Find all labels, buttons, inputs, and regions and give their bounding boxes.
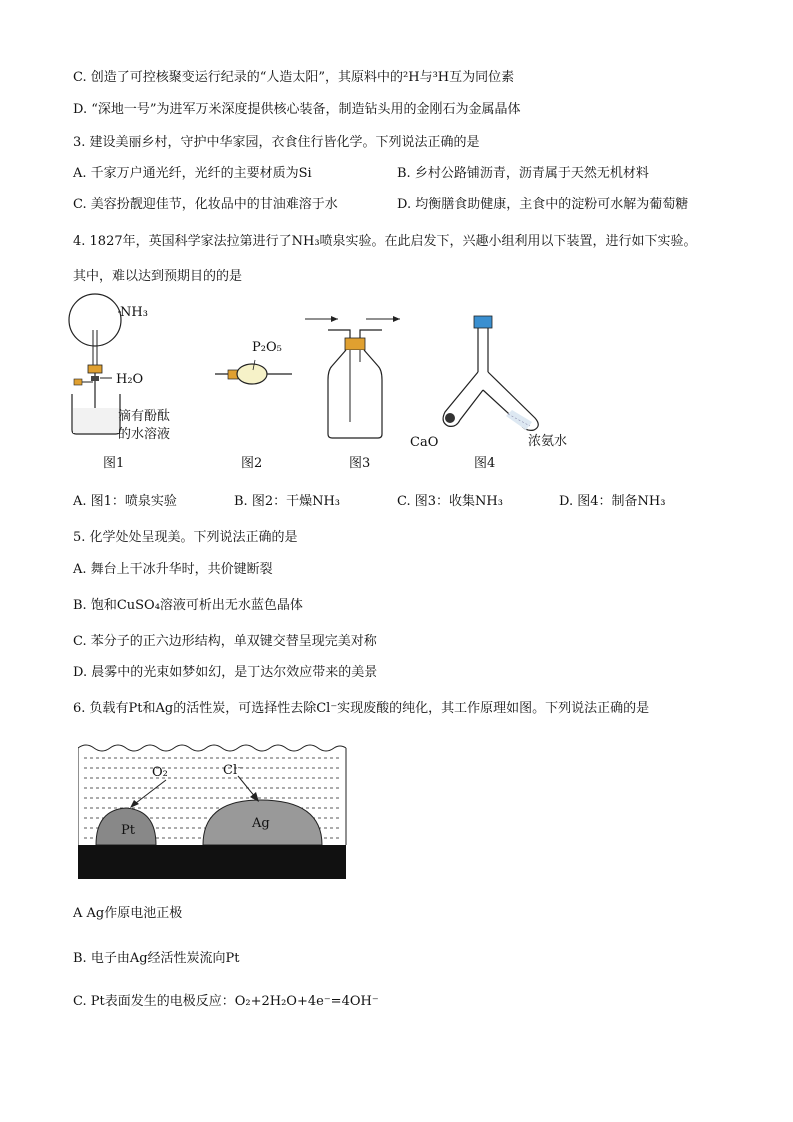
q3-option-c: C. 美容扮靓迎佳节，化妆品中的甘油难溶于水 <box>73 197 338 212</box>
fig1-fountain-apparatus <box>69 294 121 434</box>
q3-option-a: A. 千家万户通光纤，光纤的主要材质为Si <box>73 166 312 181</box>
fig4-y-tube <box>443 316 538 430</box>
fig1-solution-label-1: 滴有酚酞 <box>118 409 171 424</box>
q4-option-a: A. 图1：喷泉实验 <box>73 494 177 509</box>
q6-option-b: B. 电子由Ag经活性炭流向Pt <box>73 951 240 966</box>
q6-chloride-label: Cl⁻ <box>223 763 244 778</box>
q6-ag-label: Ag <box>252 816 270 831</box>
q5-option-a: A. 舞台上干冰升华时，共价键断裂 <box>73 562 273 577</box>
q6-option-a: A Ag作原电池正极 <box>73 906 183 921</box>
fig2-reagent-label: P₂O₅ <box>252 340 282 355</box>
fig2-caption: 图2 <box>241 456 263 471</box>
fig3-caption: 图3 <box>349 456 371 471</box>
q5-stem: 5. 化学处处呈现美。下列说法正确的是 <box>73 530 298 545</box>
q6-electrode-diagram <box>78 740 348 880</box>
fig1-water-label: H₂O <box>116 372 144 387</box>
q5-option-c: C. 苯分子的正六边形结构，单双键交替呈现完美对称 <box>73 634 377 649</box>
q2-option-c: C. 创造了可控核聚变运行纪录的“人造太阳”，其原料中的²H与³H互为同位素 <box>73 70 515 85</box>
q2-option-d: D. “深地一号”为进军万米深度提供核心装备，制造钻头用的金刚石为金属晶体 <box>73 102 521 117</box>
q4-stem-line1: 4. 1827年，英国科学家法拉第进行了NH₃喷泉实验。在此启发下，兴趣小组利用以下装置，进行如下实验。 <box>73 234 697 249</box>
fig2-drying-tube <box>215 360 292 384</box>
fig4-left-label: CaO <box>410 435 439 450</box>
q4-apparatus-figures <box>60 290 660 470</box>
fig1-solution-label-2: 的水溶液 <box>118 427 171 442</box>
q3-stem: 3. 建设美丽乡村，守护中华家园，衣食住行皆化学。下列说法正确的是 <box>73 135 480 150</box>
q4-stem-line2: 其中，难以达到预期目的的是 <box>73 269 243 284</box>
fig4-right-label: 浓氨水 <box>528 434 568 449</box>
q4-option-b: B. 图2：干燥NH₃ <box>234 494 341 509</box>
fig1-caption: 图1 <box>103 456 125 471</box>
fig3-gas-bottle <box>305 316 400 438</box>
q6-pt-label: Pt <box>121 823 135 838</box>
q6-oxygen-label: O₂ <box>152 765 168 780</box>
q3-option-b: B. 乡村公路铺沥青，沥青属于天然无机材料 <box>397 166 649 181</box>
fig1-gas-label: NH₃ <box>120 305 148 320</box>
q4-option-d: D. 图4：制备NH₃ <box>559 494 666 509</box>
q5-option-d: D. 晨雾中的光束如梦如幻，是丁达尔效应带来的美景 <box>73 665 378 680</box>
q6-option-c: C. Pt表面发生的电极反应：O₂+2H₂O+4e⁻=4OH⁻ <box>73 994 379 1009</box>
fig4-caption: 图4 <box>474 456 496 471</box>
q4-option-c: C. 图3：收集NH₃ <box>397 494 503 509</box>
q6-stem: 6. 负载有Pt和Ag的活性炭，可选择性去除Cl⁻实现废酸的纯化，其工作原理如图。下列说法正确的是 <box>73 701 650 716</box>
q5-option-b: B. 饱和CuSO₄溶液可析出无水蓝色晶体 <box>73 598 303 613</box>
q3-option-d: D. 均衡膳食助健康，主食中的淀粉可水解为葡萄糖 <box>397 197 689 212</box>
